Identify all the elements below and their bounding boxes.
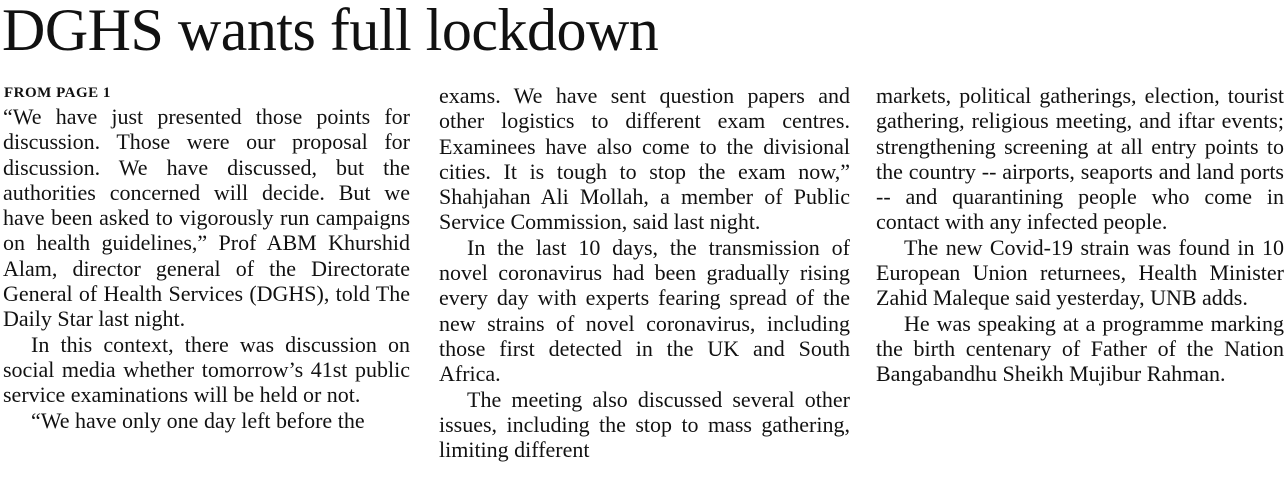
paragraph: exams. We have sent question papers and other logistics to different exam centres. Examinees have also come to the divisional cities. It is tough to stop the exam now,” Shahjahan Ali Mollah, a member of Public Service Commission, said last night.	[439, 83, 850, 235]
paragraph: The new Covid-19 strain was found in 10 European Union returnees, Health Minister Zahid Maleque said yesterday, UNB adds.	[876, 234, 1284, 311]
article-column-1	[3, 104, 410, 433]
article-headline: DGHS wants full lockdown	[2, 0, 659, 63]
article-column-3	[876, 83, 1284, 387]
paragraph: “We have just presented those points for discussion. Those were our proposal for discussion. We have discussed, but the authorities concerned will decide. But we have been asked to vigorously run campaigns on health guidelines,” Prof ABM Khurshid Alam, director general of the Directorate General of Health Services (DGHS), told The Daily Star last night.	[3, 104, 410, 332]
paragraph: The meeting also discussed several other issues, including the stop to mass gathering, limiting different	[439, 386, 850, 463]
article-column-2	[439, 83, 850, 462]
paragraph: He was speaking at a programme marking the birth centenary of Father of the Nation Bangabandhu Sheikh Mujibur Rahman.	[876, 310, 1284, 387]
paragraph: In this context, there was discussion on social media whether tomorrow’s 41st public service examinations will be held or not.	[3, 331, 410, 408]
paragraph: In the last 10 days, the transmission of novel coronavirus had been gradually rising every day with experts fearing spread of the new strains of novel coronavirus, including those first detected in the UK and South Africa.	[439, 234, 850, 387]
paragraph: markets, political gatherings, election, tourist gathering, religious meeting, and iftar events; strengthening screening at all entry points to the country -- airports, seaports and land ports -- and quarantining people who come in contact with any infected people.	[876, 83, 1284, 235]
continuation-kicker: FROM PAGE 1	[4, 85, 111, 101]
paragraph: “We have only one day left before the	[31, 407, 365, 433]
